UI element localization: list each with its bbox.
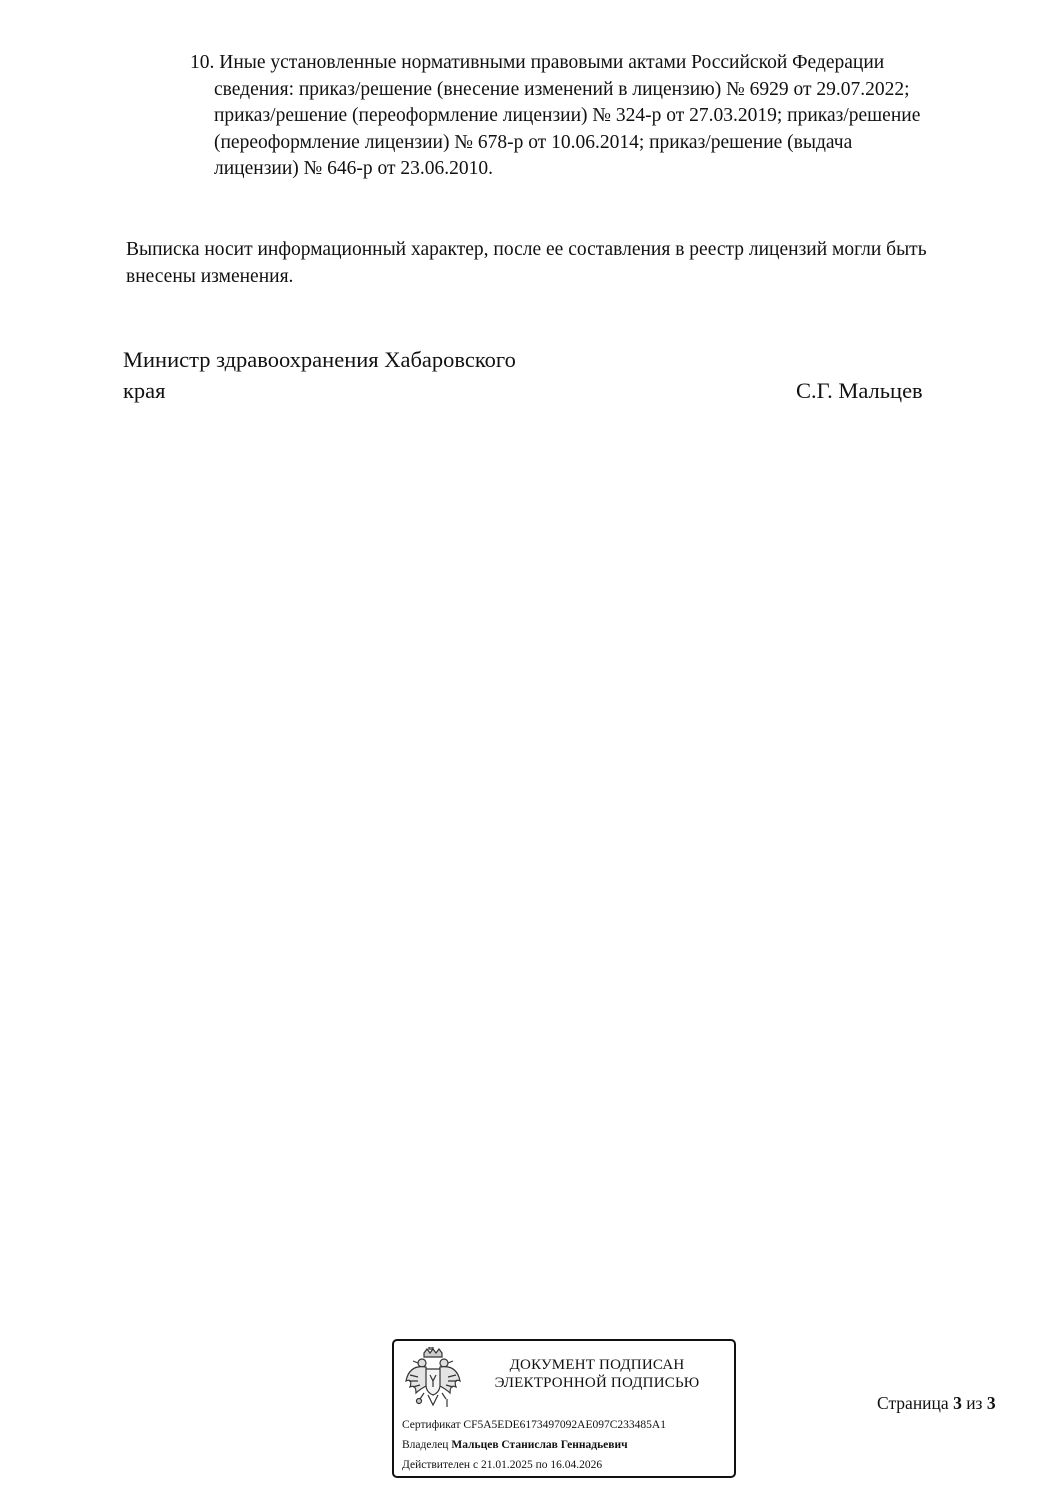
- valid-from: 21.01.2025: [480, 1459, 533, 1471]
- valid-to: 16.04.2026: [550, 1459, 603, 1471]
- stamp-heading: [474, 1356, 720, 1392]
- notice-line-2: внесены изменения.: [126, 266, 294, 287]
- certificate-label: Сертификат: [402, 1419, 461, 1431]
- page-number: [877, 1392, 996, 1414]
- owner-value: Мальцев Станислав Геннадьевич: [451, 1439, 628, 1451]
- page-number-separator: из: [966, 1393, 983, 1413]
- stamp-owner: [402, 1438, 628, 1452]
- stamp-heading-line-1: ДОКУМЕНТ ПОДПИСАН: [509, 1357, 685, 1373]
- list-item-10-line-3: приказ/решение (переоформление лицензии) № 324-р от 27.03.2019; приказ/решение: [214, 105, 921, 126]
- stamp-validity: [402, 1458, 602, 1472]
- page-number-total: 3: [986, 1393, 996, 1413]
- certificate-value: CF5A5EDE6173497092AE097C233485A1: [463, 1419, 666, 1431]
- informational-notice: [126, 236, 1026, 290]
- owner-label: Владелец: [402, 1439, 449, 1451]
- signer-name: С.Г. Мальцев: [796, 378, 923, 403]
- list-item-10: [190, 50, 1010, 183]
- list-item-10-line-1: 10. Иные установленные нормативными правовыми актами Российской Федерации: [190, 52, 885, 73]
- validity-separator: по: [535, 1459, 548, 1471]
- signer-title: [123, 344, 516, 406]
- list-item-10-line-4: (переоформление лицензии) № 678-р от 10.06.2014; приказ/решение (выдача: [214, 131, 853, 153]
- stamp-heading-line-2: ЭЛЕКТРОННОЙ ПОДПИСЬЮ: [494, 1375, 700, 1391]
- list-item-10-line-2: сведения: приказ/решение (внесение изменений в лицензию) № 6929 от 29.07.2022;: [214, 78, 910, 100]
- page-number-current: 3: [953, 1393, 962, 1413]
- stamp-certificate: [402, 1418, 666, 1432]
- validity-label: Действителен с: [402, 1459, 479, 1471]
- double-headed-eagle-emblem-icon: [404, 1347, 462, 1411]
- list-item-number: 10.: [190, 52, 215, 73]
- notice-line-1: Выписка носит информационный характер, после ее составления в реестр лицензий могли быть: [126, 239, 927, 260]
- signer-title-line-1: Министр здравоохранения Хабаровского: [123, 347, 516, 372]
- page-number-prefix: Страница: [877, 1393, 949, 1413]
- electronic-signature-stamp: [392, 1339, 736, 1478]
- signer-title-line-2: края: [123, 378, 166, 403]
- list-item-10-line-5: лицензии) № 646-р от 23.06.2010.: [214, 158, 493, 179]
